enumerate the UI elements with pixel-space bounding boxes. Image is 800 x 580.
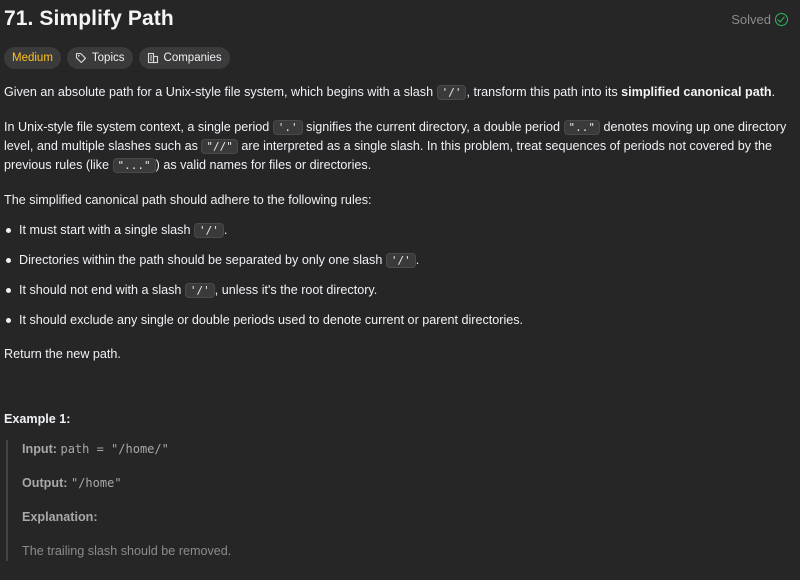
rules-list [4,221,796,330]
text: . [415,253,420,267]
rules-intro: The simplified canonical path should adhere to the following rules: [4,193,372,207]
page-title[interactable]: 71. Simplify Path [4,7,174,30]
explanation-label: Explanation: [22,510,98,524]
text: . [223,223,228,237]
text: Directories within the path should be separated by only one slash [19,253,386,267]
list-item [4,221,796,240]
input-label: Input: [22,442,57,456]
return-line: Return the new path. [4,347,121,361]
text: , transform this path into its [466,85,622,99]
example-output [22,474,796,493]
inline-code: '.' [273,120,303,135]
building-icon [147,52,159,64]
problem-header [4,0,796,38]
list-item [4,281,796,300]
text: , unless it's the root directory. [214,283,378,297]
solved-status [731,12,788,27]
inline-code: "//" [201,139,238,154]
inline-code: '/' [386,253,416,268]
description-paragraph-1 [4,83,796,102]
check-circle-icon [775,13,788,26]
tag-row [4,47,796,69]
inline-code: '/' [194,223,224,238]
text: It should not end with a slash [19,283,185,297]
example-title: Example 1: [4,412,71,426]
difficulty-badge[interactable]: Medium [4,47,61,69]
text: . [771,85,776,99]
description-paragraph-2 [4,118,796,175]
inline-code: "..." [113,158,156,173]
text: are interpreted as a single slash. In this problem, treat sequences of periods not covered by the previous rules (like [4,139,773,172]
text: It must start with a single slash [19,223,194,237]
example-explanation-text: The trailing slash should be removed. [22,544,232,558]
tag-icon [75,52,87,64]
companies-button[interactable] [139,47,230,69]
example-explanation-label [22,508,796,527]
text: denotes moving up one directory level, and multiple slashes such as [4,120,787,153]
example-input [22,440,796,459]
text: ) as valid names for files or directories. [155,158,372,172]
inline-code: '/' [437,85,467,100]
inline-code: ".." [564,120,601,135]
input-value: path = "/home/" [60,442,169,456]
bold-text: simplified canonical path [621,85,772,99]
list-item [4,311,796,330]
list-item [4,251,796,270]
text: signifies the current directory, a double period [302,120,564,134]
output-value: "/home" [70,476,122,490]
text: In Unix-style file system context, a single period [4,120,273,134]
topics-button[interactable] [67,47,133,69]
solved-label: Solved [731,11,771,27]
text: It should exclude any single or double periods used to denote current or parent directories. [19,313,524,327]
text: Given an absolute path for a Unix-style file system, which begins with a slash [4,85,437,99]
topics-label: Topics [91,52,125,64]
inline-code: '/' [185,283,215,298]
companies-label: Companies [163,52,222,64]
output-label: Output: [22,476,68,490]
example-block [6,440,796,561]
